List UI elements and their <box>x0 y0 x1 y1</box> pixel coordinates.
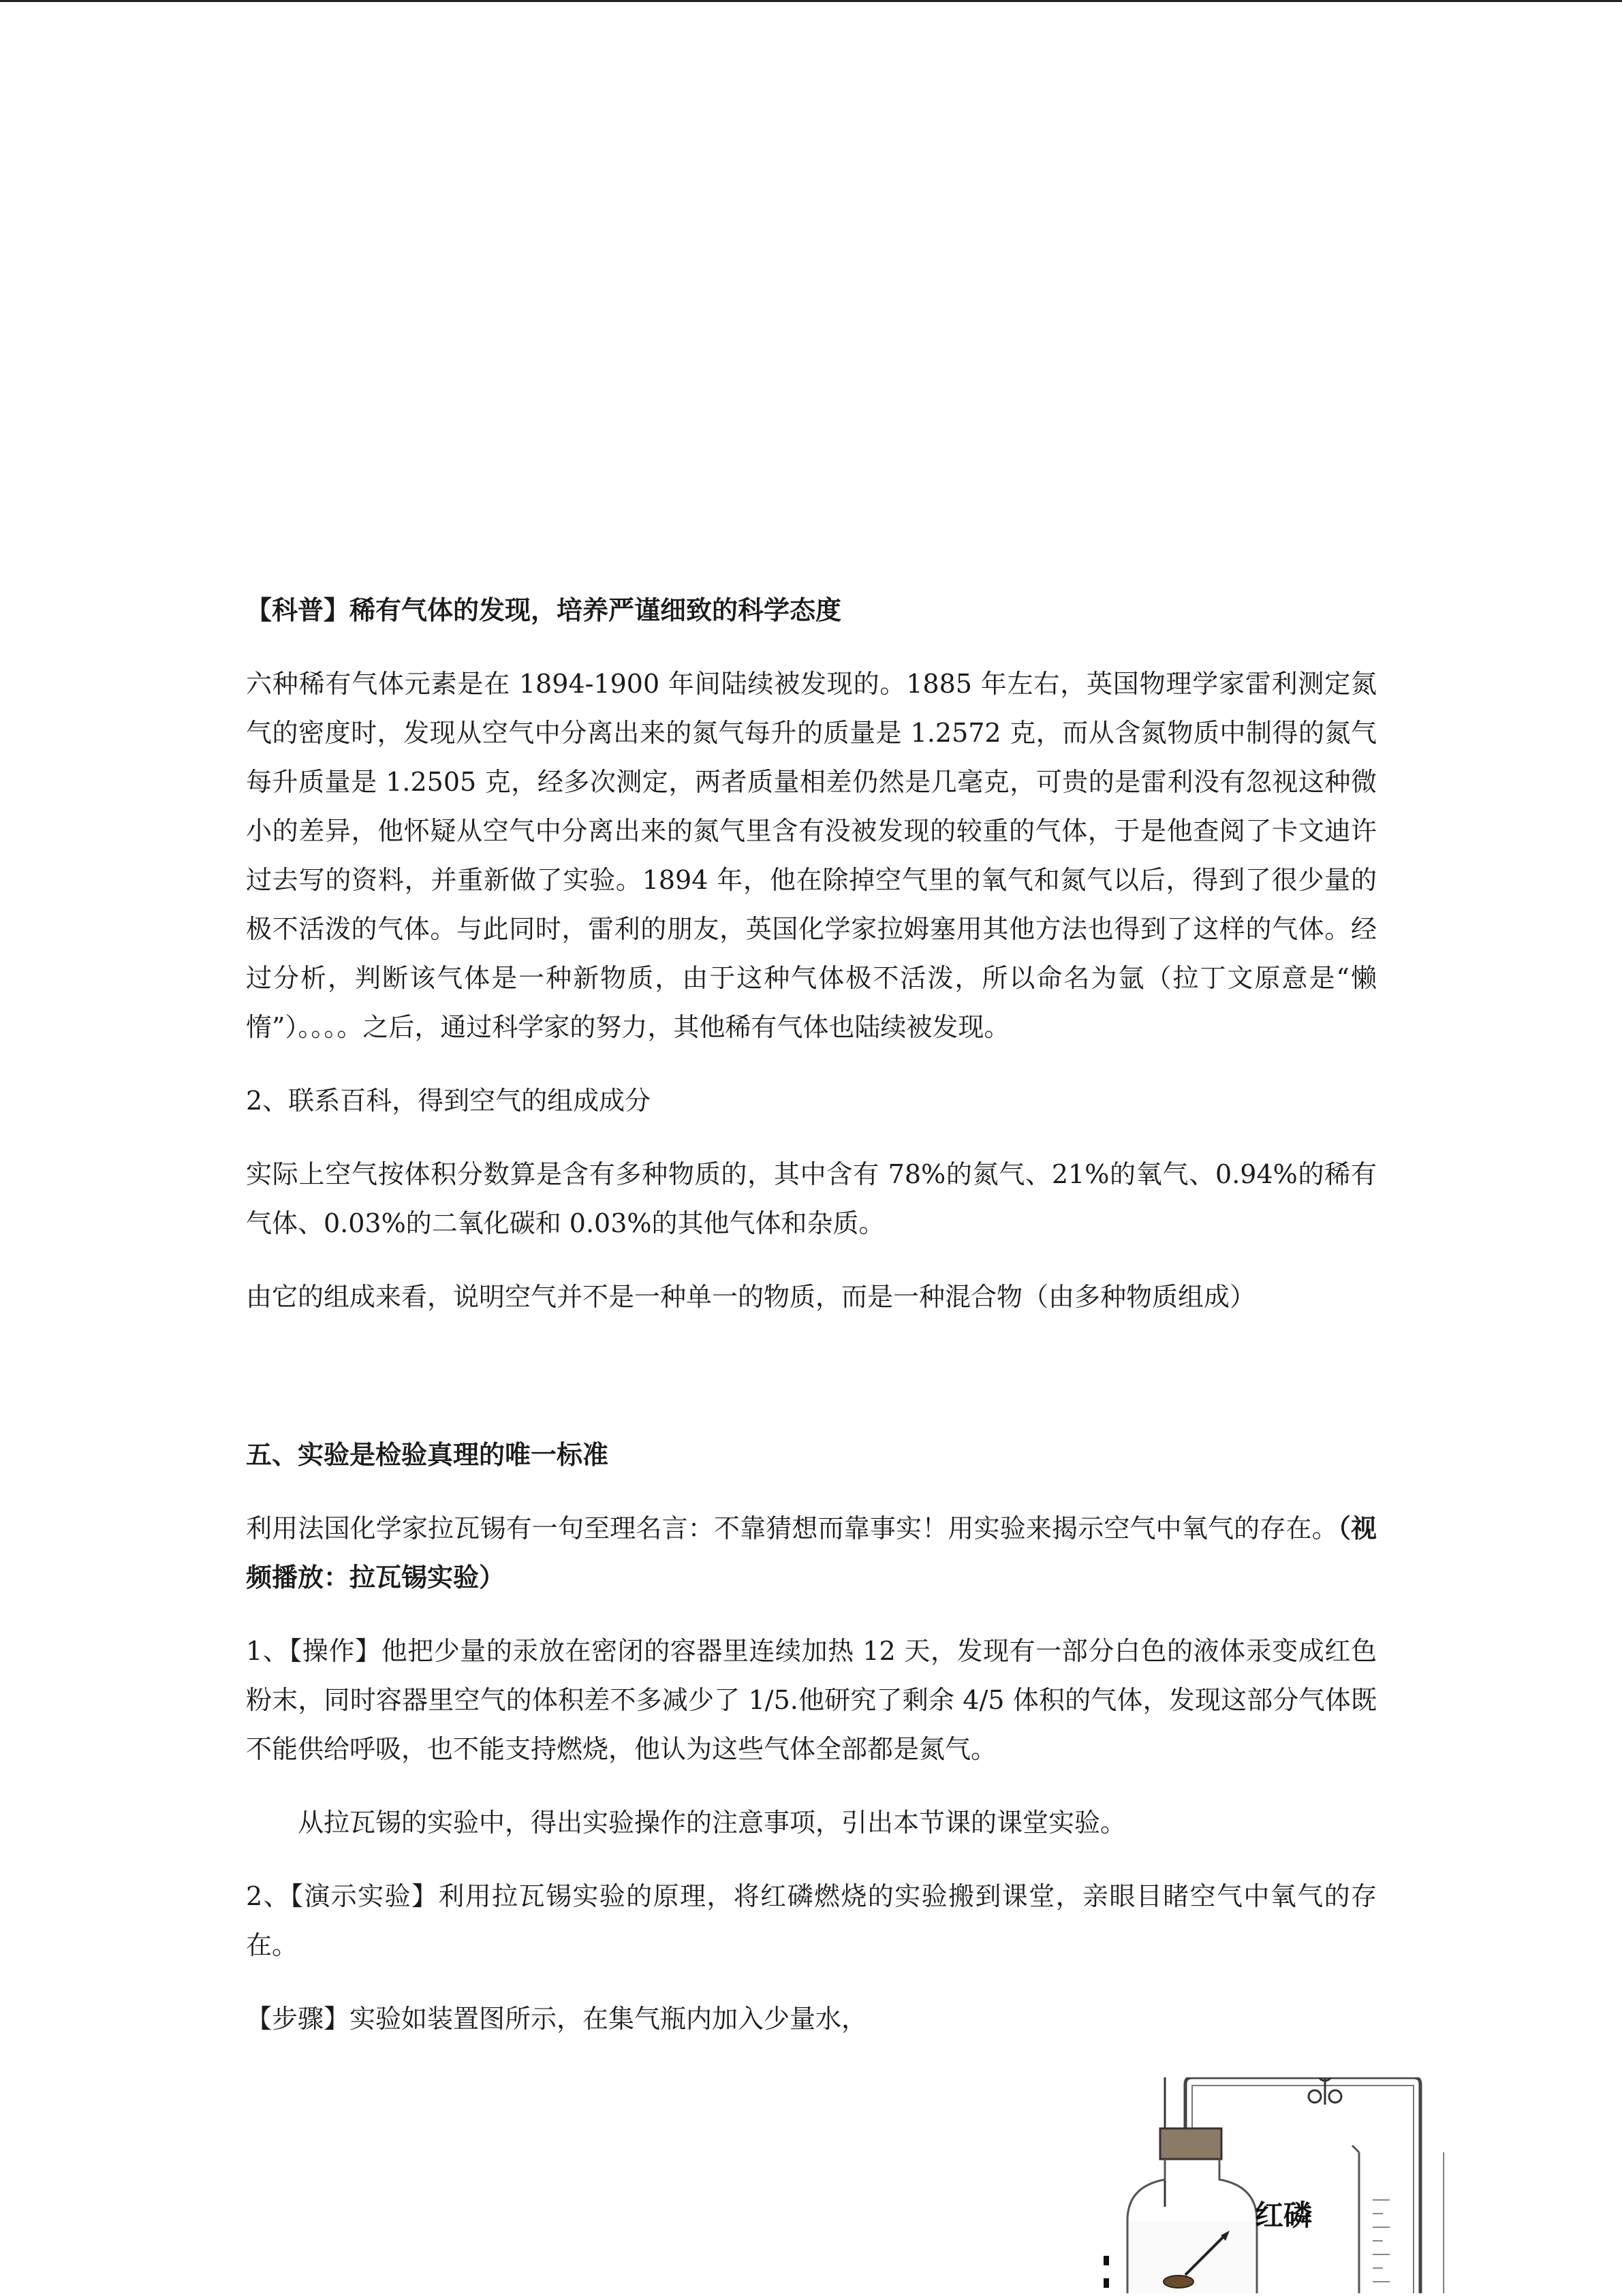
video-note: （视频播放：拉瓦锡实验） <box>246 1513 1377 1592</box>
red-phosphorus-label: 红磷 <box>1255 2199 1313 2232</box>
popular-science-paragraph: 六种稀有气体元素是在 1894-1900 年间陆续被发现的。1885 年左右，英国物理学家雷利测定氮气的密度时，发现从空气中分离出来的氮气每升的质量是 1.2572 克，而从含氮物质中制得的氮气每升质量是 1.2505 克，经多次测定，两者质量相差仍然是几毫克，可贵的是雷利没有忽视这种微小的差异，他怀疑从空气中分离出来的氮气里含有没被发现的较重的气体，于是他查阅了卡文迪许过去写的资料，并重新做了实验。1894 年，他在除掉空气里的氧气和氮气以后，得到了很少量的极不活泼的气体。与此同时，雷利的朋友，英国化学家拉姆塞用其他方法也得到了这样的气体。经过分析，判断该气体是一种新物质，由于这种气体极不活泼，所以命名为氩（拉丁文原意是“懒惰”）。。。。之后，通过科学家的努力，其他稀有气体也陆续被发现。 <box>246 669 1377 1042</box>
composition-paragraph: 实际上空气按体积分数算是含有多种物质的，其中含有 78%的氮气、21%的氧气、0.94%的稀有气体、0.03%的二氧化碳和 0.03%的其他气体和杂质。 <box>246 1159 1377 1238</box>
section-five-heading: 五、实验是检验真理的唯一标准 <box>246 1439 609 1470</box>
steps-paragraph: 【步骤】实验如装置图所示，在集气瓶内加入少量水， <box>246 2004 868 2034</box>
apparatus-drawing <box>1090 2077 1444 2293</box>
document-body <box>246 586 1377 2043</box>
popular-science-heading: 【科普】稀有气体的发现，培养严谨细致的科学态度 <box>246 595 842 625</box>
lavoisier-intro-text: 利用法国化学家拉瓦锡有一句至理名言：不靠猜想而靠事实！用实验来揭示空气中氧气的存在。 <box>246 1513 1338 1543</box>
clamp-icon <box>1309 2077 1341 2105</box>
demo-experiment-paragraph: 2、【演示实验】利用拉瓦锡实验的原理，将红磷燃烧的实验搬到课堂，亲眼目睹空气中氧气的存在。 <box>246 1881 1377 1960</box>
lavoisier-intro <box>246 1504 1377 1602</box>
apparatus-figure <box>1090 2077 1444 2293</box>
composition-subheading: 2、联系百科，得到空气的组成成分 <box>246 1086 651 1116</box>
operation-note: 从拉瓦锡的实验中，得出实验操作的注意事项，引出本节课的课堂实验。 <box>298 1808 1127 1838</box>
operation-paragraph: 1、【操作】他把少量的汞放在密闭的容器里连续加热 12 天，发现有一部分白色的液体汞变成红色粉末，同时容器里空气的体积差不多减少了 1/5.他研究了剩余 4/5 体积的气体，发现这部分气体既不能供给呼吸，也不能支持燃烧，他认为这些气体全部都是氮气。 <box>246 1636 1377 1764</box>
mixture-conclusion: 由它的组成来看，说明空气并不是一种单一的物质，而是一种混合物（由多种物质组成） <box>246 1282 1256 1312</box>
top-border <box>0 0 1622 2</box>
